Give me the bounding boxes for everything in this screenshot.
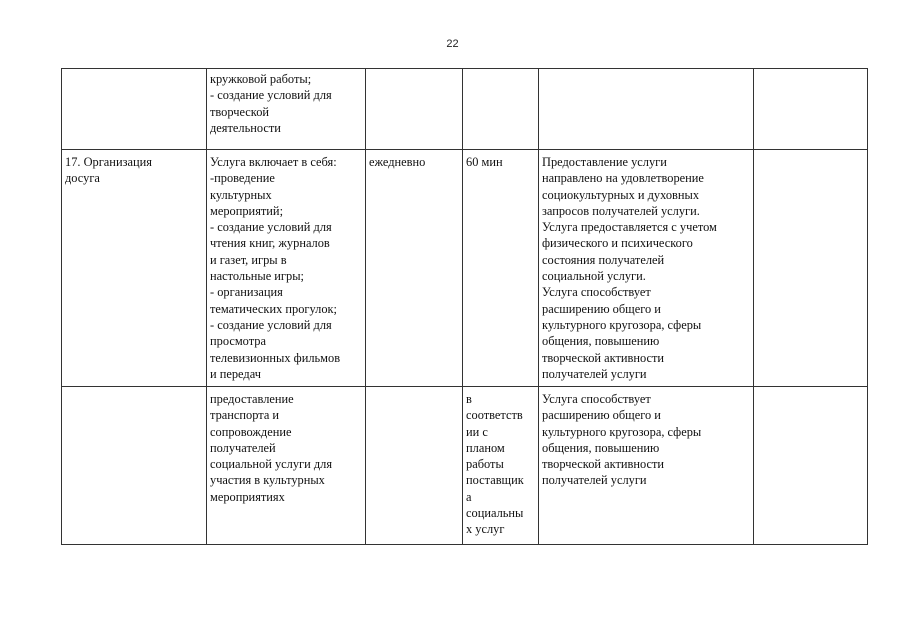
cell-frequency: ежедневно xyxy=(366,150,463,387)
cell-extra xyxy=(754,69,868,150)
cell-content: Услуга включает в себя: -проведение культурных мероприятий; - создание условий для чтения книг, журналов и газет, игры в настольные игры; - организация тематических прогулок; - создание условий для просмотра телевизионных фильмов и передач xyxy=(207,150,366,387)
cell-frequency xyxy=(366,69,463,150)
cell-description: Предоставление услуги направлено на удовлетворение социокультурных и духовных запросов получателей услуги. Услуга предоставляется с учетом физического и психического состояния получателей социальной услуги. Услуга способствует расширению общего и культурного кругозора, сферы общения, повышению творческой активности получателей услуги xyxy=(539,150,754,387)
cell-service xyxy=(62,387,207,545)
cell-duration: в соответств ии с планом работы поставщик а социальны х услуг xyxy=(463,387,539,545)
cell-service xyxy=(62,69,207,150)
cell-duration xyxy=(463,69,539,150)
table-row xyxy=(62,150,868,387)
cell-description xyxy=(539,69,754,150)
cell-service: 17. Организация досуга xyxy=(62,150,207,387)
cell-content: предоставление транспорта и сопровождение получателей социальной услуги для участия в культурных мероприятиях xyxy=(207,387,366,545)
services-table xyxy=(61,68,868,545)
table-row xyxy=(62,387,868,545)
cell-extra xyxy=(754,387,868,545)
table-row xyxy=(62,69,868,150)
cell-content: кружковой работы; - создание условий для творческой деятельности xyxy=(207,69,366,150)
cell-frequency xyxy=(366,387,463,545)
cell-description: Услуга способствует расширению общего и культурного кругозора, сферы общения, повышению творческой активности получателей услуги xyxy=(539,387,754,545)
cell-extra xyxy=(754,150,868,387)
page-number: 22 xyxy=(446,38,459,50)
cell-duration: 60 мин xyxy=(463,150,539,387)
